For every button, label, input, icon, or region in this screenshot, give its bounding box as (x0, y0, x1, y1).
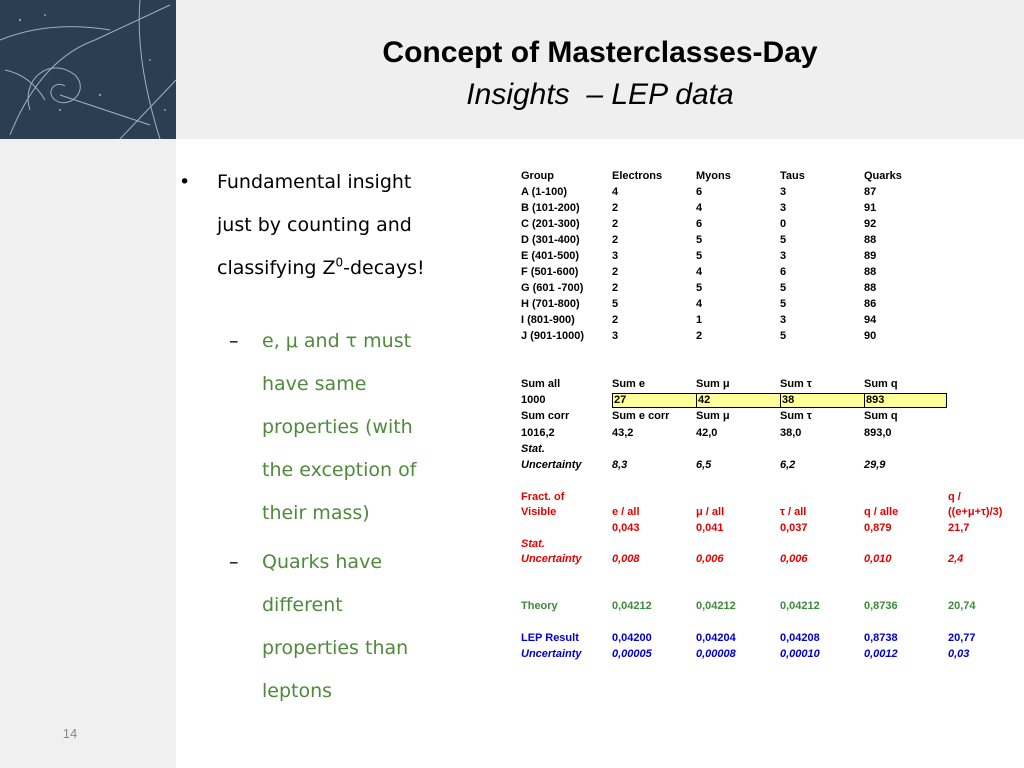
sub-bullet-2-line-4: leptons (262, 680, 333, 702)
group-row-quarks-cell: 92 (864, 218, 877, 230)
group-row-quarks-cell: 88 (864, 282, 877, 294)
main-bullet-line-1: Fundamental insight (217, 171, 412, 193)
table-header-group: Group (521, 170, 554, 182)
sum-e-uncertainty: 8,3 (612, 459, 628, 471)
slide-number: 14 (62, 726, 78, 741)
group-row-quarks-cell: 86 (864, 298, 877, 310)
group-row-electrons-cell: 2 (612, 282, 619, 294)
main-bullet-line-2: just by counting and (217, 214, 412, 236)
lep-mu: 0,04204 (696, 632, 736, 644)
fract-mu-value: 0,041 (696, 522, 724, 534)
lep-result-label: LEP Result (521, 632, 579, 644)
z-decay-suffix: -decays! (343, 257, 425, 279)
sum-mu-uncertainty: 6,5 (696, 459, 712, 471)
table-header-myons: Myons (696, 170, 731, 182)
sum-tau-corr-label: Sum τ (780, 410, 812, 422)
fract-label-1: Fract. of (521, 491, 565, 503)
theory-tau: 0,04212 (780, 600, 820, 612)
sum-tau-corr-value: 38,0 (780, 427, 802, 439)
group-row-quarks-cell: 90 (864, 330, 877, 342)
sub-bullet-2-line-3: properties than (262, 637, 409, 659)
group-row-myons-cell: 5 (696, 282, 703, 294)
z-decay-prefix: classifying Z (217, 257, 336, 279)
sub-bullet-1-line-5: their mass) (262, 502, 370, 524)
sum-q-corr-label: Sum q (864, 410, 898, 422)
group-row-electrons-cell: 2 (612, 202, 619, 214)
sum-tau-uncertainty: 6,2 (780, 459, 796, 471)
sum-corr-value: 1016,2 (521, 427, 555, 439)
fract-stat-label: Stat. (521, 538, 545, 550)
group-row-electrons-cell: 3 (612, 250, 619, 262)
group-row-myons-cell: 4 (696, 298, 703, 310)
fract-q-header: q / alle (864, 506, 899, 518)
sub-bullet-2-line-2: different (262, 594, 343, 616)
slide-title: Concept of Masterclasses-Day (382, 36, 818, 69)
group-row-myons-cell: 4 (696, 266, 703, 278)
bullet-dot: • (179, 171, 191, 193)
sub-bullet-1-line-2: have same (262, 373, 367, 395)
group-row-quarks-cell: 87 (864, 186, 877, 198)
group-row-group-cell: E (401-500) (521, 250, 580, 262)
sum-q-corr-value: 893,0 (864, 427, 892, 439)
group-row-quarks-cell: 94 (864, 314, 877, 326)
group-row-taus-cell: 5 (780, 298, 787, 310)
group-row-electrons-cell: 2 (612, 314, 619, 326)
particle-tracks-image (0, 0, 176, 139)
sum-uncertainty-label: Uncertainty (521, 459, 582, 471)
group-row-taus-cell: 0 (780, 218, 787, 230)
group-row-taus-cell: 3 (780, 202, 787, 214)
group-row-electrons-cell: 2 (612, 218, 619, 230)
theory-label: Theory (521, 600, 558, 612)
group-row-quarks-cell: 88 (864, 266, 877, 278)
group-row-group-cell: I (801-900) (521, 314, 575, 326)
fract-e-value: 0,043 (612, 522, 640, 534)
theory-mu: 0,04212 (696, 600, 736, 612)
group-row-taus-cell: 5 (780, 282, 787, 294)
slide-subtitle: Insights – LEP data (466, 78, 734, 111)
sub-bullet-1-line-4: the exception of (262, 459, 417, 481)
lep-e-uncertainty: 0,00005 (612, 648, 652, 660)
sub-bullet-dash-1: – (229, 330, 239, 352)
group-row-myons-cell: 6 (696, 186, 703, 198)
group-row-group-cell: F (501-600) (521, 266, 579, 278)
group-row-myons-cell: 1 (696, 314, 703, 326)
group-row-electrons-cell: 3 (612, 330, 619, 342)
lep-q-uncertainty: 0,0012 (864, 648, 898, 660)
group-row-group-cell: C (201-300) (521, 218, 580, 230)
sum-tau-label: Sum τ (780, 378, 812, 390)
sum-e-corr-label: Sum e corr (612, 410, 670, 422)
sum-e-corr-value: 43,2 (612, 427, 634, 439)
group-row-taus-cell: 6 (780, 266, 787, 278)
lep-mu-uncertainty: 0,00008 (696, 648, 736, 660)
sub-bullet-1-line-1: e, μ and τ must (262, 330, 412, 352)
ratio-value: 21,7 (948, 522, 970, 534)
ratio-header-2: ((e+μ+τ)/3) (948, 506, 1003, 518)
sum-mu-corr-value: 42,0 (696, 427, 718, 439)
sum-all-highlight-box (612, 393, 947, 408)
group-row-group-cell: H (701-800) (521, 298, 580, 310)
bubble-chamber-photo (0, 0, 176, 139)
group-row-group-cell: G (601 -700) (521, 282, 584, 294)
fract-tau-uncertainty: 0,006 (780, 553, 808, 565)
theory-ratio: 20,74 (948, 600, 976, 612)
sum-e-label: Sum e (612, 378, 646, 390)
sum-mu-value: 42 (698, 394, 711, 406)
fract-label-2: Visible (521, 506, 557, 518)
fract-e-uncertainty: 0,008 (612, 553, 640, 565)
group-row-electrons-cell: 4 (612, 186, 619, 198)
lep-ratio: 20,77 (948, 632, 976, 644)
group-row-taus-cell: 5 (780, 330, 787, 342)
ratio-uncertainty: 2,4 (948, 553, 964, 565)
lep-e: 0,04200 (612, 632, 652, 644)
left-sidebar-band (0, 139, 176, 768)
group-row-taus-cell: 3 (780, 186, 787, 198)
main-bullet-line-3 (217, 247, 425, 290)
table-header-taus: Taus (780, 170, 805, 182)
group-row-group-cell: D (301-400) (521, 234, 580, 246)
table-header-electrons: Electrons (612, 170, 663, 182)
theory-e: 0,04212 (612, 600, 652, 612)
ratio-header-1: q / (948, 491, 961, 503)
lep-q: 0,8738 (864, 632, 898, 644)
group-row-quarks-cell: 89 (864, 250, 877, 262)
group-row-group-cell: J (901-1000) (521, 330, 584, 342)
theory-q: 0,8736 (864, 600, 898, 612)
group-row-myons-cell: 5 (696, 250, 703, 262)
sub-bullet-2-line-1: Quarks have (262, 551, 383, 573)
group-row-myons-cell: 2 (696, 330, 703, 342)
group-row-myons-cell: 4 (696, 202, 703, 214)
sum-q-label: Sum q (864, 378, 898, 390)
group-row-taus-cell: 3 (780, 250, 787, 262)
sub-bullet-1-line-3: properties (with (262, 416, 413, 438)
lep-tau: 0,04208 (780, 632, 820, 644)
fract-q-uncertainty: 0,010 (864, 553, 892, 565)
group-row-electrons-cell: 5 (612, 298, 619, 310)
fract-mu-header: μ / all (696, 506, 725, 518)
fract-q-value: 0,879 (864, 522, 892, 534)
sum-mu-corr-label: Sum μ (696, 410, 730, 422)
group-row-taus-cell: 3 (780, 314, 787, 326)
group-row-quarks-cell: 88 (864, 234, 877, 246)
lep-tau-uncertainty: 0,00010 (780, 648, 820, 660)
sum-all-value: 1000 (521, 394, 546, 406)
group-row-group-cell: A (1-100) (521, 186, 568, 198)
group-row-electrons-cell: 2 (612, 234, 619, 246)
sum-q-uncertainty: 29,9 (864, 459, 886, 471)
fract-uncertainty-label: Uncertainty (521, 553, 582, 565)
z-superscript: 0 (335, 255, 344, 270)
sum-tau-value: 38 (782, 394, 795, 406)
sum-stat-label: Stat. (521, 443, 545, 455)
sub-bullet-dash-2: – (229, 551, 239, 573)
sum-q-value: 893 (866, 394, 885, 406)
group-row-group-cell: B (101-200) (521, 202, 580, 214)
table-header-quarks: Quarks (864, 170, 902, 182)
sum-e-value: 27 (614, 394, 627, 406)
sum-corr-label: Sum corr (521, 410, 570, 422)
sum-all-label: Sum all (521, 378, 561, 390)
group-row-myons-cell: 6 (696, 218, 703, 230)
group-row-taus-cell: 5 (780, 234, 787, 246)
group-row-myons-cell: 5 (696, 234, 703, 246)
fract-e-header: e / all (612, 506, 640, 518)
lep-uncertainty-label: Uncertainty (521, 648, 582, 660)
group-row-electrons-cell: 2 (612, 266, 619, 278)
sum-mu-label: Sum μ (696, 378, 730, 390)
fract-mu-uncertainty: 0,006 (696, 553, 724, 565)
fract-tau-header: τ / all (780, 506, 807, 518)
group-row-quarks-cell: 91 (864, 202, 877, 214)
fract-tau-value: 0,037 (780, 522, 808, 534)
lep-ratio-uncertainty: 0,03 (948, 648, 970, 660)
